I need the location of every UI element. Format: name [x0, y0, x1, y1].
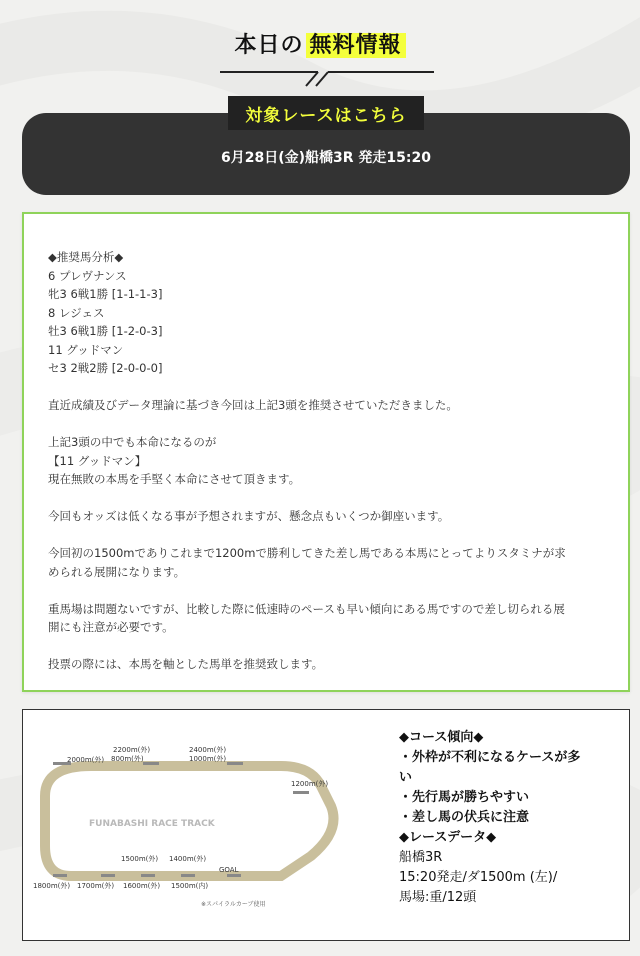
course-info-line: ・先行馬が勝ちやすい [399, 790, 530, 805]
course-info-line: ・外枠が不利になるケースが多 [399, 750, 581, 765]
analysis-line: 上記3頭の中でも本命になるのが [48, 435, 217, 449]
course-info-line: ◆レースデータ◆ [399, 830, 497, 845]
analysis-line: 今回もオッズは低くなる事が予想されますが、懸念点もいくつか御座います。 [48, 509, 450, 523]
distance-label: 1500m(外) [121, 855, 159, 863]
distance-label: 1400m(外) [169, 855, 207, 863]
analysis-panel [22, 212, 630, 692]
goal-label: GOAL [219, 866, 239, 874]
analysis-line: 牝3 6戦1勝 [1-1-1-3] [48, 287, 163, 301]
course-info-line: ・差し馬の伏兵に注意 [399, 810, 530, 825]
distance-label: 2000m(外) [67, 756, 105, 764]
analysis-line: 6 プレヴナンス [48, 268, 127, 283]
analysis-line: 直近成績及びデータ理論に基づき今回は上記3頭を推奨させていただきました。 [48, 398, 458, 412]
track-note: ※スパイラルカーブ使用 [201, 901, 266, 908]
distance-label: 1600m(外) [123, 882, 161, 890]
paragraph-gap [48, 415, 608, 434]
analysis-line: 開にも注意が必要です。 [48, 620, 174, 634]
analysis-line: セ3 2戦2勝 [2-0-0-0] [48, 361, 163, 375]
distance-label: 800m(外) [111, 755, 144, 763]
analysis-line: 11 グッドマン [48, 342, 124, 357]
course-info-line: 馬場:重/12頭 [399, 890, 477, 905]
course-info-line: 船橋3R [399, 850, 443, 865]
track-name: FUNABASHI RACE TRACK [89, 819, 215, 829]
course-info-line: い [399, 770, 413, 785]
start-marker [143, 762, 159, 765]
start-marker [141, 874, 155, 877]
page-title-prefix: 本日の [234, 33, 304, 58]
analysis-line: 現在無敗の本馬を手堅く本命にさせて頂きます。 [48, 472, 301, 486]
course-info-line: 15:20発走/ダ1500m (左)/ [399, 870, 558, 885]
distance-label: 1800m(外) [33, 882, 71, 890]
paragraph-gap [48, 489, 608, 508]
distance-label: 1000m(外) [189, 755, 227, 763]
analysis-line: められる展開になります。 [48, 564, 186, 579]
race-info: 6月28日(金)船橋3R 発走15:20 [221, 150, 431, 166]
analysis-line: 今回初の1500mでありこれまで1200mで勝利してきた差し馬である本馬にとってよりスタミナが求 [48, 546, 566, 560]
track-map [31, 736, 381, 936]
distance-label: 1200m(外) [291, 780, 329, 788]
distance-label: 1700m(外) [77, 882, 115, 890]
analysis-line: 投票の際には、本馬を軸とした馬単を推奨致します。 [48, 657, 324, 671]
paragraph-gap [48, 637, 608, 656]
distance-label: 2200m(外) [113, 746, 151, 754]
paragraph-gap [48, 526, 608, 545]
page-title-highlight: 無料情報 [306, 33, 406, 58]
course-info [399, 728, 625, 908]
start-marker [181, 874, 195, 877]
analysis-line: 8 レジェス [48, 305, 105, 320]
start-marker [227, 762, 243, 765]
course-panel [22, 709, 630, 941]
start-marker [101, 874, 115, 877]
paragraph-gap [48, 378, 608, 397]
analysis-line: 【11 グッドマン】 [48, 453, 147, 468]
distance-label: 2400m(外) [189, 746, 227, 754]
start-marker [227, 874, 241, 877]
distance-label: 1500m(内) [171, 882, 209, 890]
paragraph-gap [48, 581, 608, 600]
course-info-line: ◆コース傾向◆ [399, 730, 484, 745]
target-race-tab[interactable]: 対象レースはこちら [228, 96, 424, 130]
analysis-line: 牡3 6戦1勝 [1-2-0-3] [48, 324, 163, 338]
title-underline [0, 0, 640, 100]
analysis-line: ◆推奨馬分析◆ [48, 250, 124, 264]
start-marker [53, 874, 67, 877]
analysis-line: 重馬場は問題ないですが、比較した際に低速時のペースも早い傾向にある馬ですので差し切られる展 [48, 601, 565, 616]
start-marker [293, 791, 309, 794]
